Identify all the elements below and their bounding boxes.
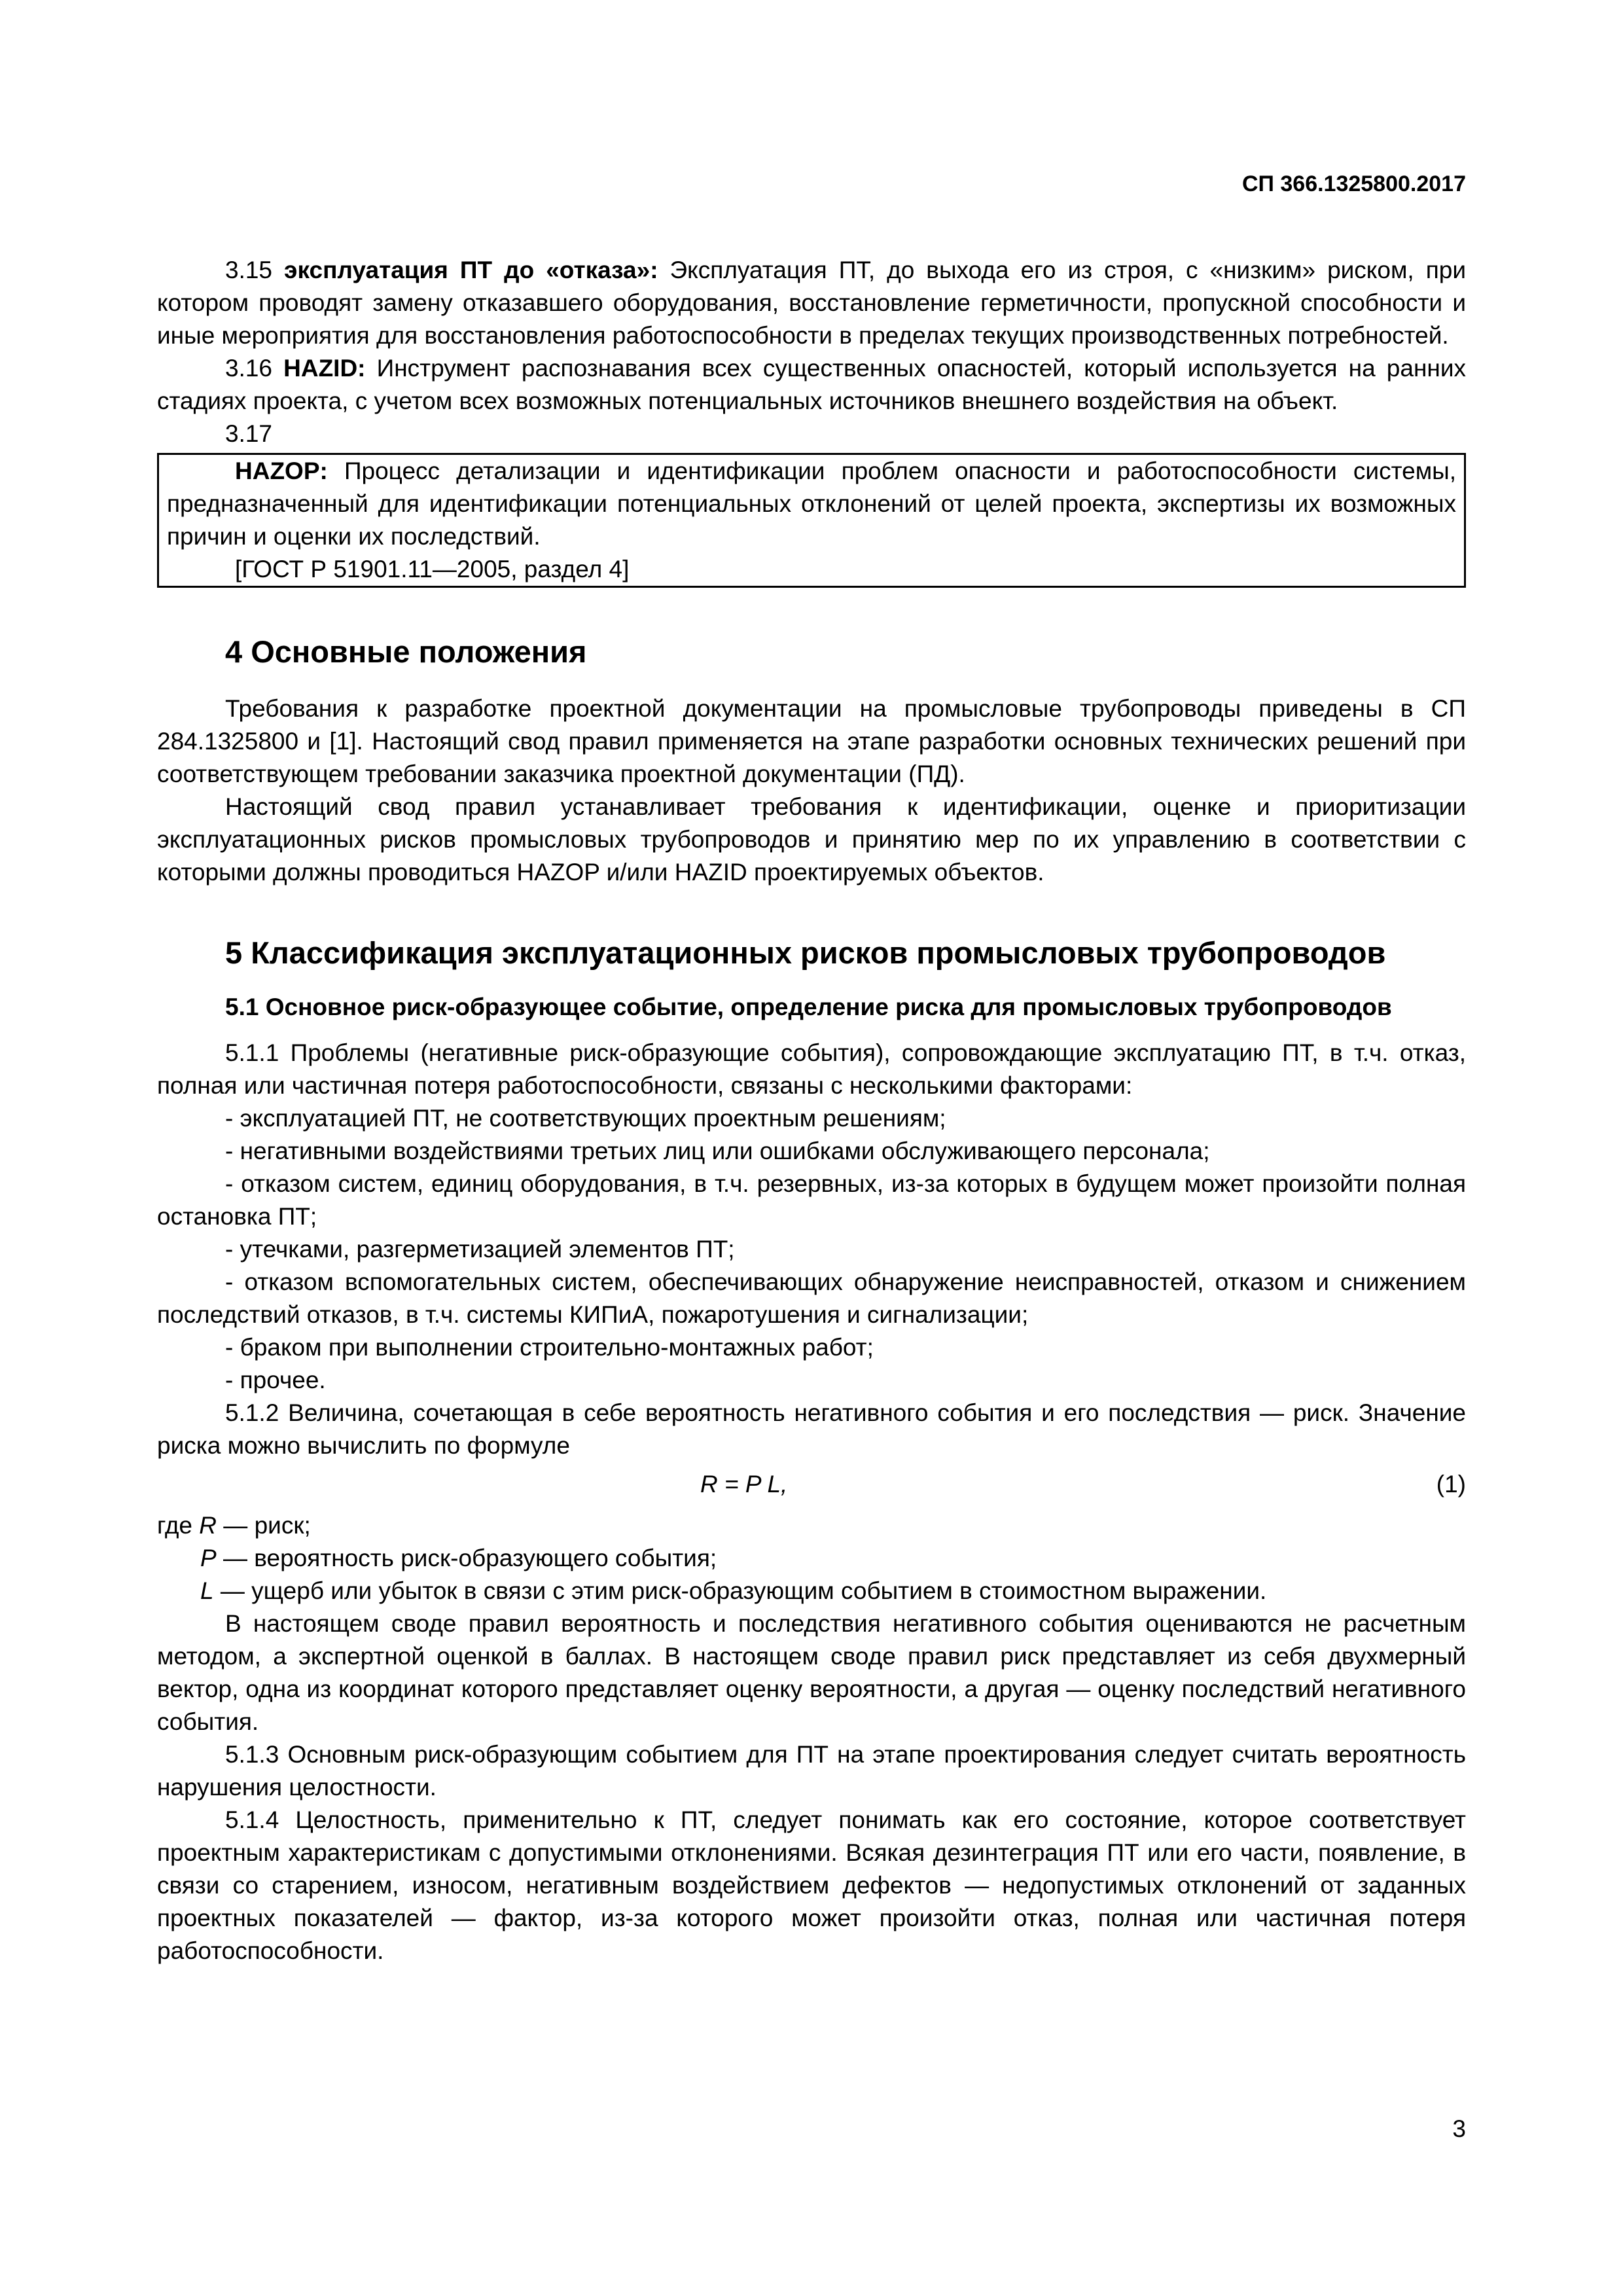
term-3-16 (157, 352, 1466, 418)
where-prefix: где (157, 1512, 193, 1539)
formula-1 (157, 1466, 1466, 1503)
term-3-17-source: [ГОСТ Р 51901.11—2005, раздел 4] (235, 556, 630, 583)
document-body (157, 254, 1466, 1967)
term-definition: Инструмент распознавания всех существенных опасностей, который используется на ранних стадиях проекта, с учетом всех возможных потенциальных источников внешнего воздействия на объект. (157, 355, 1466, 414)
where-r (157, 1509, 1466, 1542)
term-3-17-box (157, 453, 1466, 588)
paragraph-5-1-4: 5.1.4 Целостность, применительно к ПТ, следует понимать как его состояние, которое соответствует проектным характеристикам с допустимыми отклонениями. Всякая дезинтеграция ПТ или его части, появление, в связи со старением, износом, негативным воздействием дефектов — недопустимых отклонений от заданных проектных показателей — фактор, из-за которого может произойти отказ, полная или частичная потеря работоспособности. (157, 1806, 1466, 1964)
factor-list-item: - прочее. (225, 1367, 326, 1393)
term-3-15 (157, 254, 1466, 352)
symbol-r: R (199, 1512, 217, 1539)
term-name: эксплуатация ПТ до «отказа»: (284, 257, 658, 283)
term-number: 3.16 (225, 355, 273, 382)
paragraph-assessment: В настоящем своде правил вероятность и последствия негативного события оцениваются не расчетным методом, а экспертной оценкой в баллах. В настоящем своде правил риск представляет из себя двухмерный вектор, одна из координат которого представляет оценку вероятности, а другая — оценку последствий негативного события. (157, 1610, 1466, 1735)
term-name: HAZID: (283, 355, 366, 382)
where-p (157, 1542, 1466, 1575)
factor-list-item: - отказом вспомогательных систем, обеспечивающих обнаружение неисправностей, отказом и снижением последствий отказов, в т.ч. системы КИПиА, пожаротушения и сигнализации; (157, 1268, 1466, 1328)
factor-list-item: - браком при выполнении строительно-монтажных работ; (225, 1334, 874, 1361)
section-5-title: 5 Классификация эксплуатационных рисков промысловых трубопроводов (225, 935, 1386, 970)
section-4-title: 4 Основные положения (225, 634, 587, 669)
symbol-p-description: — вероятность риск-образующего события; (216, 1545, 717, 1571)
factor-list-item: - утечками, разгерметизацией элементов ПТ; (225, 1236, 735, 1263)
term-definition: Процесс детализации и идентификации проблем опасности и работоспособности системы, предназначенный для идентификации потенциальных отклонений от целей проекта, экспертизы их возможных причин и оценки их последствий. (167, 457, 1457, 550)
term-3-17-number: 3.17 (225, 420, 273, 447)
section-4-paragraph: Настоящий свод правил устанавливает требования к идентификации, оценке и приоритизации эксплуатационных рисков промысловых трубопроводов и принятию мер по их управлению в соответствии с которыми должны проводиться HAZOP и/или HAZID проектируемых объектов. (157, 793, 1466, 886)
symbol-l-description: — ущерб или убыток в связи с этим риск-образующим событием в стоимостном выражении. (213, 1577, 1267, 1604)
formula-expression: R = P L, (700, 1471, 788, 1498)
paragraph-5-1-1: 5.1.1 Проблемы (негативные риск-образующие события), сопровождающие эксплуатацию ПТ, в т.ч. отказ, полная или частичная потеря работоспособности, связаны с несколькими факторами: (157, 1039, 1466, 1099)
formula-number: (1) (1436, 1471, 1466, 1498)
factor-list-item: - эксплуатацией ПТ, не соответствующих проектным решениям; (225, 1105, 946, 1132)
document-code-header: СП 366.1325800.2017 (1241, 171, 1466, 196)
term-3-17 (167, 455, 1456, 553)
paragraph-5-1-2: 5.1.2 Величина, сочетающая в себе вероятность негативного события и его последствия — риск. Значение риска можно вычислить по формуле (157, 1399, 1466, 1459)
term-name: HAZOP: (235, 457, 328, 484)
subsection-5-1-title: 5.1 Основное риск-образующее событие, определение риска для промысловых трубопроводов (225, 994, 1392, 1020)
section-4-paragraph: Требования к разработке проектной документации на промысловые трубопроводы приведены в СП 284.1325800 и [1]. Настоящий свод правил применяется на этапе разработки основных технических решений при соответствующем требовании заказчика проектной документации (ПД). (157, 695, 1466, 787)
factor-list-item: - отказом систем, единиц оборудования, в т.ч. резервных, из-за которых в будущем может произойти полная остановка ПТ; (157, 1170, 1466, 1230)
factor-list-item: - негативными воздействиями третьих лиц или ошибками обслуживающего персонала; (225, 1138, 1210, 1164)
term-number: 3.15 (225, 257, 273, 283)
paragraph-5-1-3: 5.1.3 Основным риск-образующим событием для ПТ на этапе проектирования следует считать вероятность нарушения целостности. (157, 1741, 1466, 1801)
where-l (157, 1575, 1466, 1607)
symbol-r-description: — риск; (217, 1512, 311, 1539)
term-definition: Эксплуатация ПТ, до выхода его из строя, с «низким» риском, при котором проводят замену отказавшего оборудования, восстановление герметичности, пропускной способности и иные мероприятия для восстановления работоспособности в пределах текущих производственных потребностей. (157, 257, 1467, 349)
page-number: 3 (1452, 2115, 1466, 2142)
symbol-l: L (200, 1577, 214, 1604)
symbol-p: P (200, 1545, 217, 1571)
